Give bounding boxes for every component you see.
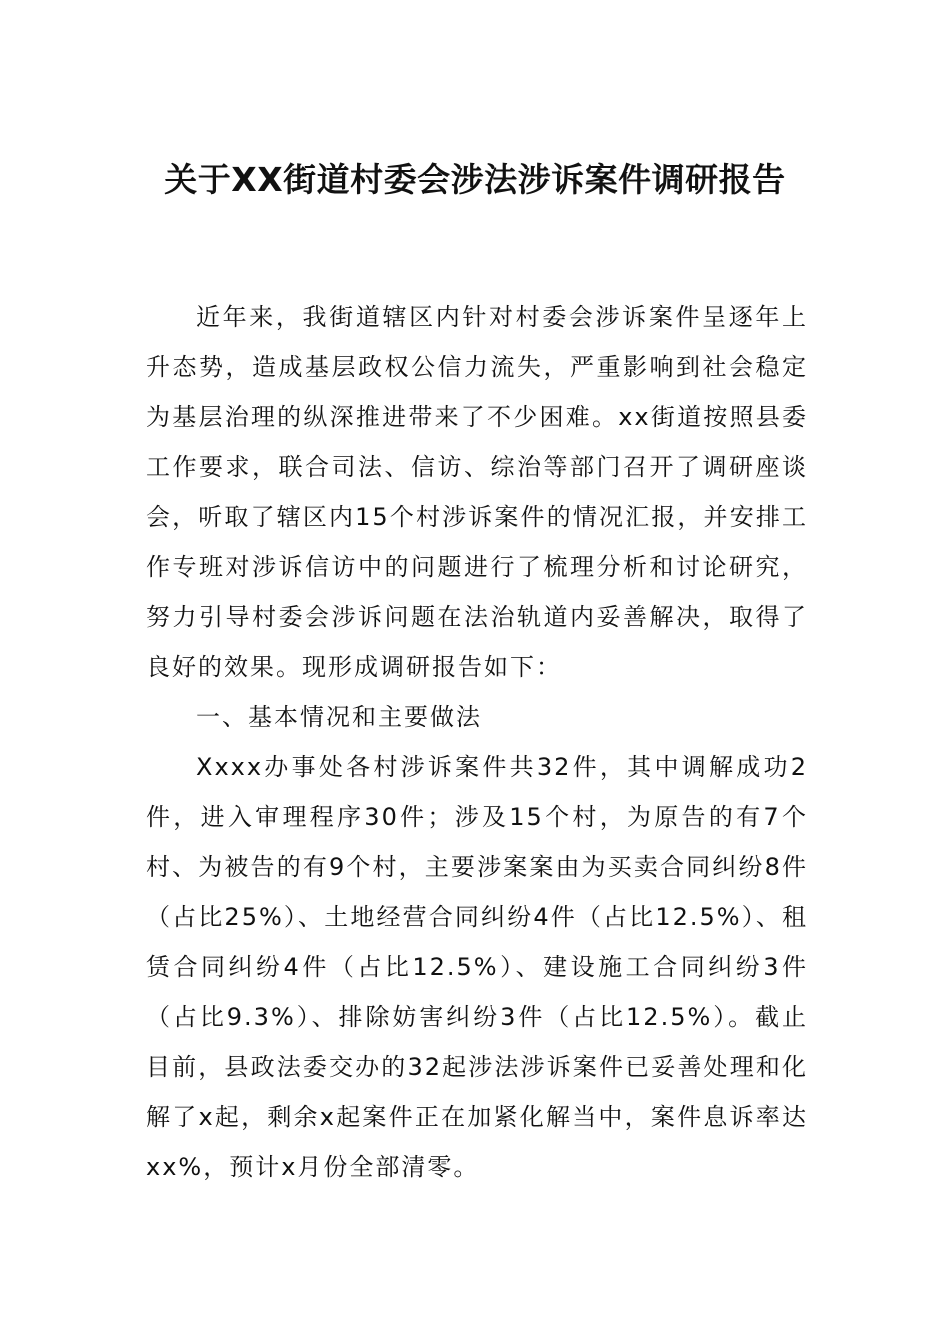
intro-paragraph: 近年来，我街道辖区内针对村委会涉诉案件呈逐年上升态势，造成基层政权公信力流失，严重影响到社会稳定为基层治理的纵深推进带来了不少困难。xx街道按照县委工作要求，联合司法、信访、综治等部门召开了调研座谈会，听取了辖区内15个村涉诉案件的情况汇报，并安排工作专班对涉诉信访中的问题进行了梳理分析和讨论研究，努力引导村委会涉诉问题在法治轨道内妥善解决，取得了良好的效果。现形成调研报告如下： — [146, 303, 808, 681]
document-title: 关于XX街道村委会涉法涉诉案件调研报告 — [164, 160, 786, 199]
document-body — [146, 292, 808, 1192]
body-paragraph: Xxxx办事处各村涉诉案件共32件，其中调解成功2件，进入审理程序30件；涉及15个村，为原告的有7个村、为被告的有9个村，主要涉案案由为买卖合同纠纷8件（占比25%）、土地经营合同纠纷4件（占比12.5%）、租赁合同纠纷4件（占比12.5%）、建设施工合同纠纷3件（占比9.3%）、排除妨害纠纷3件（占比12.5%）。截止目前，县政法委交办的32起涉法涉诉案件已妥善处理和化解了x起，剩余x起案件正在加紧化解当中，案件息诉率达xx%，预计x月份全部清零。 — [146, 753, 808, 1181]
section-heading: 一、基本情况和主要做法 — [196, 703, 482, 731]
